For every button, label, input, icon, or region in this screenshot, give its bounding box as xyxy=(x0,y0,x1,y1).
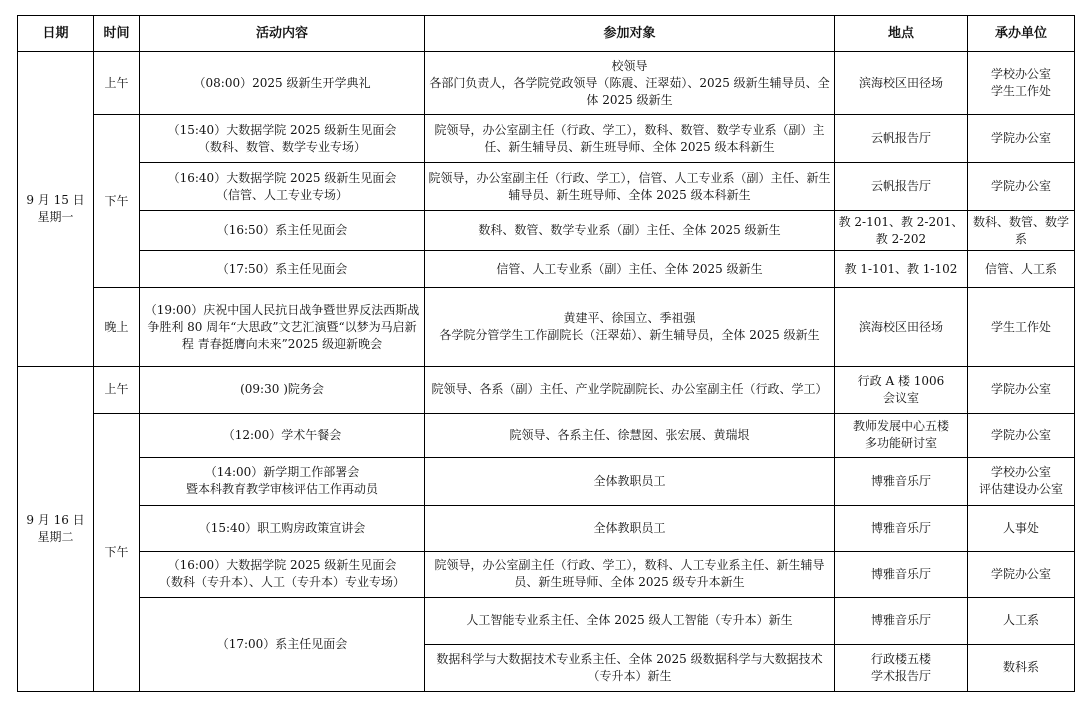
participants-cell: 院领导、各系主任、徐慧囡、张宏展、黄瑞垠 xyxy=(425,413,835,457)
organizer-cell: 学院办公室 xyxy=(968,163,1075,211)
participants-cell: 院领导，办公室副主任（行政、学工），数科、人工专业系主任、新生辅导员、新生班导师、全体 2025 级专升本新生 xyxy=(425,551,835,597)
activity-cell: （08:00）2025 级新生开学典礼 xyxy=(140,52,425,115)
activity-cell: （16:00）大数据学院 2025 级新生见面会 （数科（专升本）、人工（专升本）专业专场） xyxy=(140,551,425,597)
organizer-cell: 学院办公室 xyxy=(968,115,1075,163)
location-cell: 行政楼五楼 学术报告厅 xyxy=(835,644,968,691)
organizer-cell: 人工系 xyxy=(968,597,1075,644)
participants-cell: 黄建平、徐国立、季祖强 各学院分管学生工作副院长（汪翠茹）、新生辅导员，全体 2025 级新生 xyxy=(425,288,835,367)
participants-cell: 人工智能专业系主任、全体 2025 级人工智能（专升本）新生 xyxy=(425,597,835,644)
header-organizer: 承办单位 xyxy=(968,16,1075,52)
organizer-cell: 学校办公室 学生工作处 xyxy=(968,52,1075,115)
location-cell: 云帆报告厅 xyxy=(835,163,968,211)
date-cell: 9 月 15 日 星期一 xyxy=(18,52,94,367)
organizer-cell: 人事处 xyxy=(968,505,1075,551)
organizer-cell: 信管、人工系 xyxy=(968,251,1075,288)
location-cell: 博雅音乐厅 xyxy=(835,551,968,597)
participants-cell: 院领导，办公室副主任（行政、学工），数科、数管、数学专业系（副）主任、新生辅导员、新生班导师、全体 2025 级本科新生 xyxy=(425,115,835,163)
location-cell: 教 1-101、教 1-102 xyxy=(835,251,968,288)
organizer-cell: 学院办公室 xyxy=(968,367,1075,413)
table-row xyxy=(18,457,1075,505)
organizer-cell: 数科系 xyxy=(968,644,1075,691)
period-cell: 上午 xyxy=(94,367,140,413)
activity-cell: （17:50）系主任见面会 xyxy=(140,251,425,288)
location-cell: 行政 A 楼 1006 会议室 xyxy=(835,367,968,413)
header-location: 地点 xyxy=(835,16,968,52)
table-row xyxy=(18,288,1075,367)
location-cell: 博雅音乐厅 xyxy=(835,505,968,551)
location-cell: 云帆报告厅 xyxy=(835,115,968,163)
table-row xyxy=(18,597,1075,644)
header-date: 日期 xyxy=(18,16,94,52)
location-cell: 教师发展中心五楼 多功能研讨室 xyxy=(835,413,968,457)
organizer-cell: 学院办公室 xyxy=(968,551,1075,597)
header-row xyxy=(18,16,1075,52)
participants-cell: 信管、人工专业系（副）主任、全体 2025 级新生 xyxy=(425,251,835,288)
header-participants: 参加对象 xyxy=(425,16,835,52)
period-cell: 上午 xyxy=(94,52,140,115)
location-cell: 博雅音乐厅 xyxy=(835,457,968,505)
participants-cell: 全体教职员工 xyxy=(425,457,835,505)
location-cell: 教 2-101、教 2-201、教 2-202 xyxy=(835,211,968,251)
organizer-cell: 学生工作处 xyxy=(968,288,1075,367)
participants-cell: 院领导，办公室副主任（行政、学工），信管、人工专业系（副）主任、新生辅导员、新生班导师、全体 2025 级本科新生 xyxy=(425,163,835,211)
activity-cell: （16:40）大数据学院 2025 级新生见面会 （信管、人工专业专场） xyxy=(140,163,425,211)
organizer-cell: 数科、数管、数学系 xyxy=(968,211,1075,251)
activity-cell: （15:40）大数据学院 2025 级新生见面会 （数科、数管、数学专业专场） xyxy=(140,115,425,163)
period-cell: 下午 xyxy=(94,413,140,692)
table-row xyxy=(18,367,1075,413)
header-time: 时间 xyxy=(94,16,140,52)
activity-cell: （16:50）系主任见面会 xyxy=(140,211,425,251)
participants-cell: 数据科学与大数据技术专业系主任、全体 2025 级数据科学与大数据技术（专升本）新生 xyxy=(425,644,835,691)
date-cell: 9 月 16 日 星期二 xyxy=(18,367,94,692)
organizer-cell: 学院办公室 xyxy=(968,413,1075,457)
participants-cell: 校领导 各部门负责人，各学院党政领导（陈震、汪翠茹）、2025 级新生辅导员、全体 2025 级新生 xyxy=(425,52,835,115)
participants-cell: 院领导、各系（副）主任、产业学院副院长、办公室副主任（行政、学工） xyxy=(425,367,835,413)
activity-cell: （15:40）职工购房政策宣讲会 xyxy=(140,505,425,551)
activity-cell: （17:00）系主任见面会 xyxy=(140,597,425,691)
participants-cell: 全体教职员工 xyxy=(425,505,835,551)
header-activity: 活动内容 xyxy=(140,16,425,52)
table-row xyxy=(18,413,1075,457)
table-row xyxy=(18,551,1075,597)
participants-cell: 数科、数管、数学专业系（副）主任、全体 2025 级新生 xyxy=(425,211,835,251)
organizer-cell: 学校办公室 评估建设办公室 xyxy=(968,457,1075,505)
activity-cell: (09:30 )院务会 xyxy=(140,367,425,413)
period-cell: 晚上 xyxy=(94,288,140,367)
period-cell: 下午 xyxy=(94,115,140,288)
activity-cell: （14:00）新学期工作部署会 暨本科教育教学审核评估工作再动员 xyxy=(140,457,425,505)
location-cell: 滨海校区田径场 xyxy=(835,52,968,115)
activity-cell: （12:00）学术午餐会 xyxy=(140,413,425,457)
activity-cell: （19:00）庆祝中国人民抗日战争暨世界反法西斯战争胜利 80 周年“大思政”文艺汇演暨“以梦为马启新程 青春挺膺向未来”2025 级迎新晚会 xyxy=(140,288,425,367)
location-cell: 滨海校区田径场 xyxy=(835,288,968,367)
schedule-table xyxy=(17,15,1075,692)
table-row xyxy=(18,163,1075,211)
table-row xyxy=(18,251,1075,288)
table-row xyxy=(18,211,1075,251)
table-row xyxy=(18,115,1075,163)
table-row xyxy=(18,52,1075,115)
table-row xyxy=(18,505,1075,551)
location-cell: 博雅音乐厅 xyxy=(835,597,968,644)
